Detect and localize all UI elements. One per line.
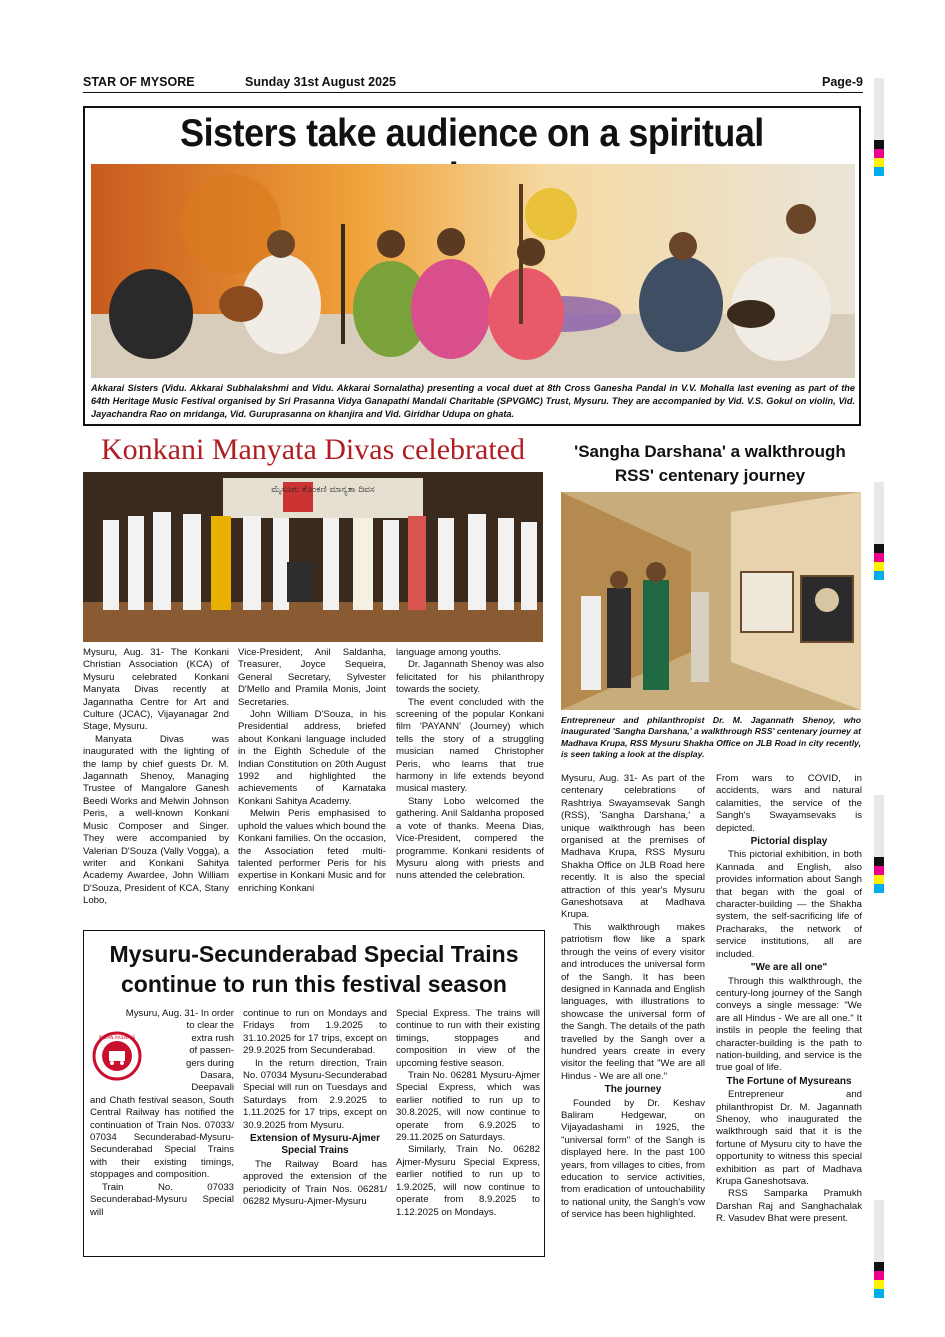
paragraph: continue to run on Mondays and Fridays from 1.9.2025 to 31.10.2025 for 17 trips, except on 29.9.2025 from Secunderabad. <box>243 1008 387 1057</box>
color-registration-bar <box>874 1200 884 1298</box>
paragraph: Train No. 06281 Mysuru-Ajmer Special Express, which was earlier notified to run up to 30.8.2025, will now continue to operate from 6.9.2025 to 29.11.2025 on Saturdays. <box>396 1070 540 1144</box>
paragraph: Mysuru, Aug. 31- As part of the centenary celebrations of Rashtriya Swayamsevak Sangh (RSS), 'Sangha Darshana,' a unique walkthrough has been organised at the premises of Madhava Krupa, RSS Mysuru Shakha Office on JLB Road here recently. It is also the special attraction of this year's Mysuru Ganeshotsava at Madhava Krupa. <box>561 773 705 921</box>
paragraph: Similarly, Train No. 06282 Ajmer-Mysuru Special Express, earlier notified to run up to 1.9.2025, will now continue to operate from 8.9.2025 to 1.12.2025 on Mondays. <box>396 1144 540 1218</box>
paragraph: Manyata Divas was inaugurated with the lighting of the lamp by chief guests Dr. M. Jagannath Shenoy, Managing Trustee of Mangalore Ganesh Beedi Works and Melwin Johnson Peris, a well-known Konkani Music Composer and Singer. They were accompanied by Valerian D'Souza (Vally Vogga), a writer and Konkani Sahitya Academy Awardee, John William D'Souza, President of KCA, Stany Lobo, <box>83 733 229 907</box>
lead-line: Mysuru, Aug. 31- In order <box>125 1008 234 1019</box>
konkani-group-photo <box>83 472 543 642</box>
concert-photo <box>91 164 855 378</box>
paragraph: In the return direction, Train No. 07034 Mysuru-Secunderabad Special will run on Tuesdays and Saturdays from 2.9.2025 to 1.11.2025 for 17 trips, except on 30.9.2025 from Mysuru. <box>243 1057 387 1131</box>
paragraph: The event concluded with the screening of the popular Konkani film 'PAYANN' (Journey) which tells the story of a struggling musician named Christopher Peris, who learns that true harmony in life extends beyond musical mastery. <box>396 696 544 795</box>
sisters-caption: Akkarai Sisters (Vidu. Akkarai Subhalakshmi and Vidu. Akkarai Sornalatha) presenting a vocal duet at 8th Cross Ganesha Pandal in V.V. Mohalla last evening as part of the 64th Heritage Music Festival organised by Sri Prasanna Vidya Ganapathi Mandali Charitable (SPVGMC) Trust, Mysuru. They are accompanied by Vid. V.S. Gokul on violin, Vid. Jayachandra Rao on mridanga, Vid. Guruprasanna on khanjira and Vid. Giridhar Udupa on ghata. <box>91 383 855 419</box>
subheading: The journey <box>604 1084 662 1096</box>
konkani-col-2 <box>238 647 386 895</box>
paragraph: Mysuru, Aug. 31- The Konkani Christian Association (KCA) of Mysuru celebrated Konkani Manyata Divas recently at Jagannatha Centre for Art and Culture (JCAC), Vijayanagar 2nd Stage, Mysuru. <box>83 647 229 733</box>
paragraph: The Railway Board has approved the extension of the periodicity of Train Nos. 06281/ 06282 Mysuru-Ajmer-Mysuru <box>243 1158 387 1208</box>
subheading: Pictorial display <box>750 836 828 848</box>
lead-line: of passen- <box>189 1045 234 1057</box>
subheading: "We are all one" <box>750 962 828 974</box>
subheading: Extension of Mysuru-Ajmer Special Trains <box>249 1133 381 1157</box>
konkani-col-1 <box>83 647 229 908</box>
paragraph: Melwin Peris emphasised to uphold the values which bound the Konkani families. On the occasion, the Association feted multi-talented performer Peris for his expertise in Konkani Music and for enriching Konkani <box>238 808 386 894</box>
konkani-banner-text: ಮೈಸೂರು ಕೊಂಕಣಿ ಮಾನ್ಯತಾ ದಿವಸ <box>271 485 375 495</box>
lead-line: to clear the <box>186 1020 234 1032</box>
paragraph: RSS Samparka Pramukh Darshan Raj and Sanghachalak R. Vasudev Bhat were present. <box>716 1188 862 1225</box>
paragraph: Entrepreneur and philanthropist Dr. M. Jagannath Shenoy, who inaugurated the walkthrough said that it is the fortune of Mysuru city to have the opportunity to witness this special exhibition as part of Madhava Krupa Ganeshotsava. <box>716 1089 862 1187</box>
trains-headline: Mysuru-Secunderabad Special Trains continue to run this festival season <box>109 941 519 997</box>
sangha-caption: Entrepreneur and philanthropist Dr. M. Jagannath Shenoy, who inaugurated 'Sangha Darshana,' a walkthrough RSS' centenary journey at Madhava Krupa, RSS Mysuru Shakha Office on JLB Road in city recently, is seen taking a look at the display. <box>561 715 861 760</box>
sisters-story-box <box>83 106 861 426</box>
subheading: The Fortune of Mysureans <box>726 1075 852 1087</box>
sangha-photo <box>561 492 861 710</box>
trains-story-box <box>83 930 545 1257</box>
paper-name: STAR OF MYSORE <box>83 75 195 89</box>
paragraph: language among youths. <box>396 647 502 658</box>
issue-date: Sunday 31st August 2025 <box>245 75 396 89</box>
sisters-headline: Sisters take audience on a spiritual <box>180 112 764 155</box>
lead-line: extra rush <box>191 1032 234 1044</box>
lead-line: gers during <box>186 1057 234 1069</box>
trains-col-1 <box>90 1008 234 1219</box>
sangha-col-1 <box>561 773 705 1222</box>
paragraph: This pictorial exhibition, in both Kannada and English, also provides information about Sangh that began with the goal of character-building — the Shakha system, the self-sacrificing life of Pracharaks, the network of service institutions, all are included. <box>716 849 862 960</box>
paragraph: John William D'Souza, in his Presidential address, briefed about Konkani language included in the Eighth Schedule of the Indian Constitution on 20th August 1992 and highlighted the achievements of Karnataka Konkani Sahitya Academy. <box>238 709 386 807</box>
paragraph: From wars to COVID, in accidents, wars and natural calamities, the service of the Sangh's Swayamsevaks is depicted. <box>716 773 862 834</box>
sangha-col-2 <box>716 773 862 1226</box>
color-registration-bar <box>874 482 884 580</box>
page-number: Page-9 <box>822 75 863 89</box>
konkani-headline: Konkani Manyata Divas celebrated <box>101 433 525 466</box>
trains-col-2 <box>243 1008 387 1209</box>
paragraph: Stany Lobo welcomed the gathering. Anil Saldanha proposed a vote of thanks. Meena Dias, Vice-President, compered the programme. Konkani residents of Mysuru along with priests and nuns attended the celebration. <box>396 795 544 882</box>
color-registration-bar <box>874 795 884 893</box>
trains-col-3 <box>396 1008 540 1219</box>
paragraph: Vice-President, Anil Saldanha, Treasurer, Joyce Sequeira, General Secretary, Sylvester D'Mello and Pramila Monis, Joint Secretaries. <box>238 647 386 708</box>
paragraph: This walkthrough makes patriotism flow like a spark through the veins of every visitor and introduces the universal form of the Sangh. It has been designed in Kannada and English languages, with illustrations to showcase the universal form of the Sangh. The details of the path travelled by the Sangh over a hundred years create in every visitor the feeling that "We are all Hindus - We are all one." <box>561 921 705 1082</box>
sangha-headline: 'Sangha Darshana' a walkthrough RSS' centenary journey <box>574 442 846 485</box>
masthead <box>83 74 863 93</box>
paragraph: and Chath festival season, South Central Railway has notified the continuation of Train Nos. 07033/ 07034 Secunderabad-Mysuru-Secunderabad Special Trains with their existing timings, stoppages and composition. <box>90 1094 234 1181</box>
lead-line: Dasara, <box>200 1070 234 1082</box>
lead-line: Deepavali <box>191 1082 234 1094</box>
paragraph: Founded by Dr. Keshav Baliram Hedgewar, on Vijayadashami in 1925, the "universal form" of the Sangh is displayed here. In the past 100 years, from villages to cities, from education to service activities, from eradication of untouchability to national unity, the Sangh's vow of service has been highlighted. <box>561 1097 705 1221</box>
paragraph: Special Express. The trains will continue to run with their existing timings, stoppages and composition in view of the upcoming festive season. <box>396 1008 540 1069</box>
color-registration-bar <box>874 78 884 176</box>
railway-logo-text: INDIAN RAILWAYS <box>98 1035 136 1040</box>
paragraph: Dr. Jagannath Shenoy was also felicitated for his philanthropy towards the society. <box>396 659 544 696</box>
konkani-col-3 <box>396 647 544 883</box>
paragraph: Through this walkthrough, the century-long journey of the Sangh conveys a single message: "We are all Hindus - We are all one." It instils in people the feeling that character-building is the path to nation-building, and service is the true goal of life. <box>716 975 862 1074</box>
paragraph: Train No. 07033 Secunderabad-Mysuru Special will <box>90 1181 234 1218</box>
